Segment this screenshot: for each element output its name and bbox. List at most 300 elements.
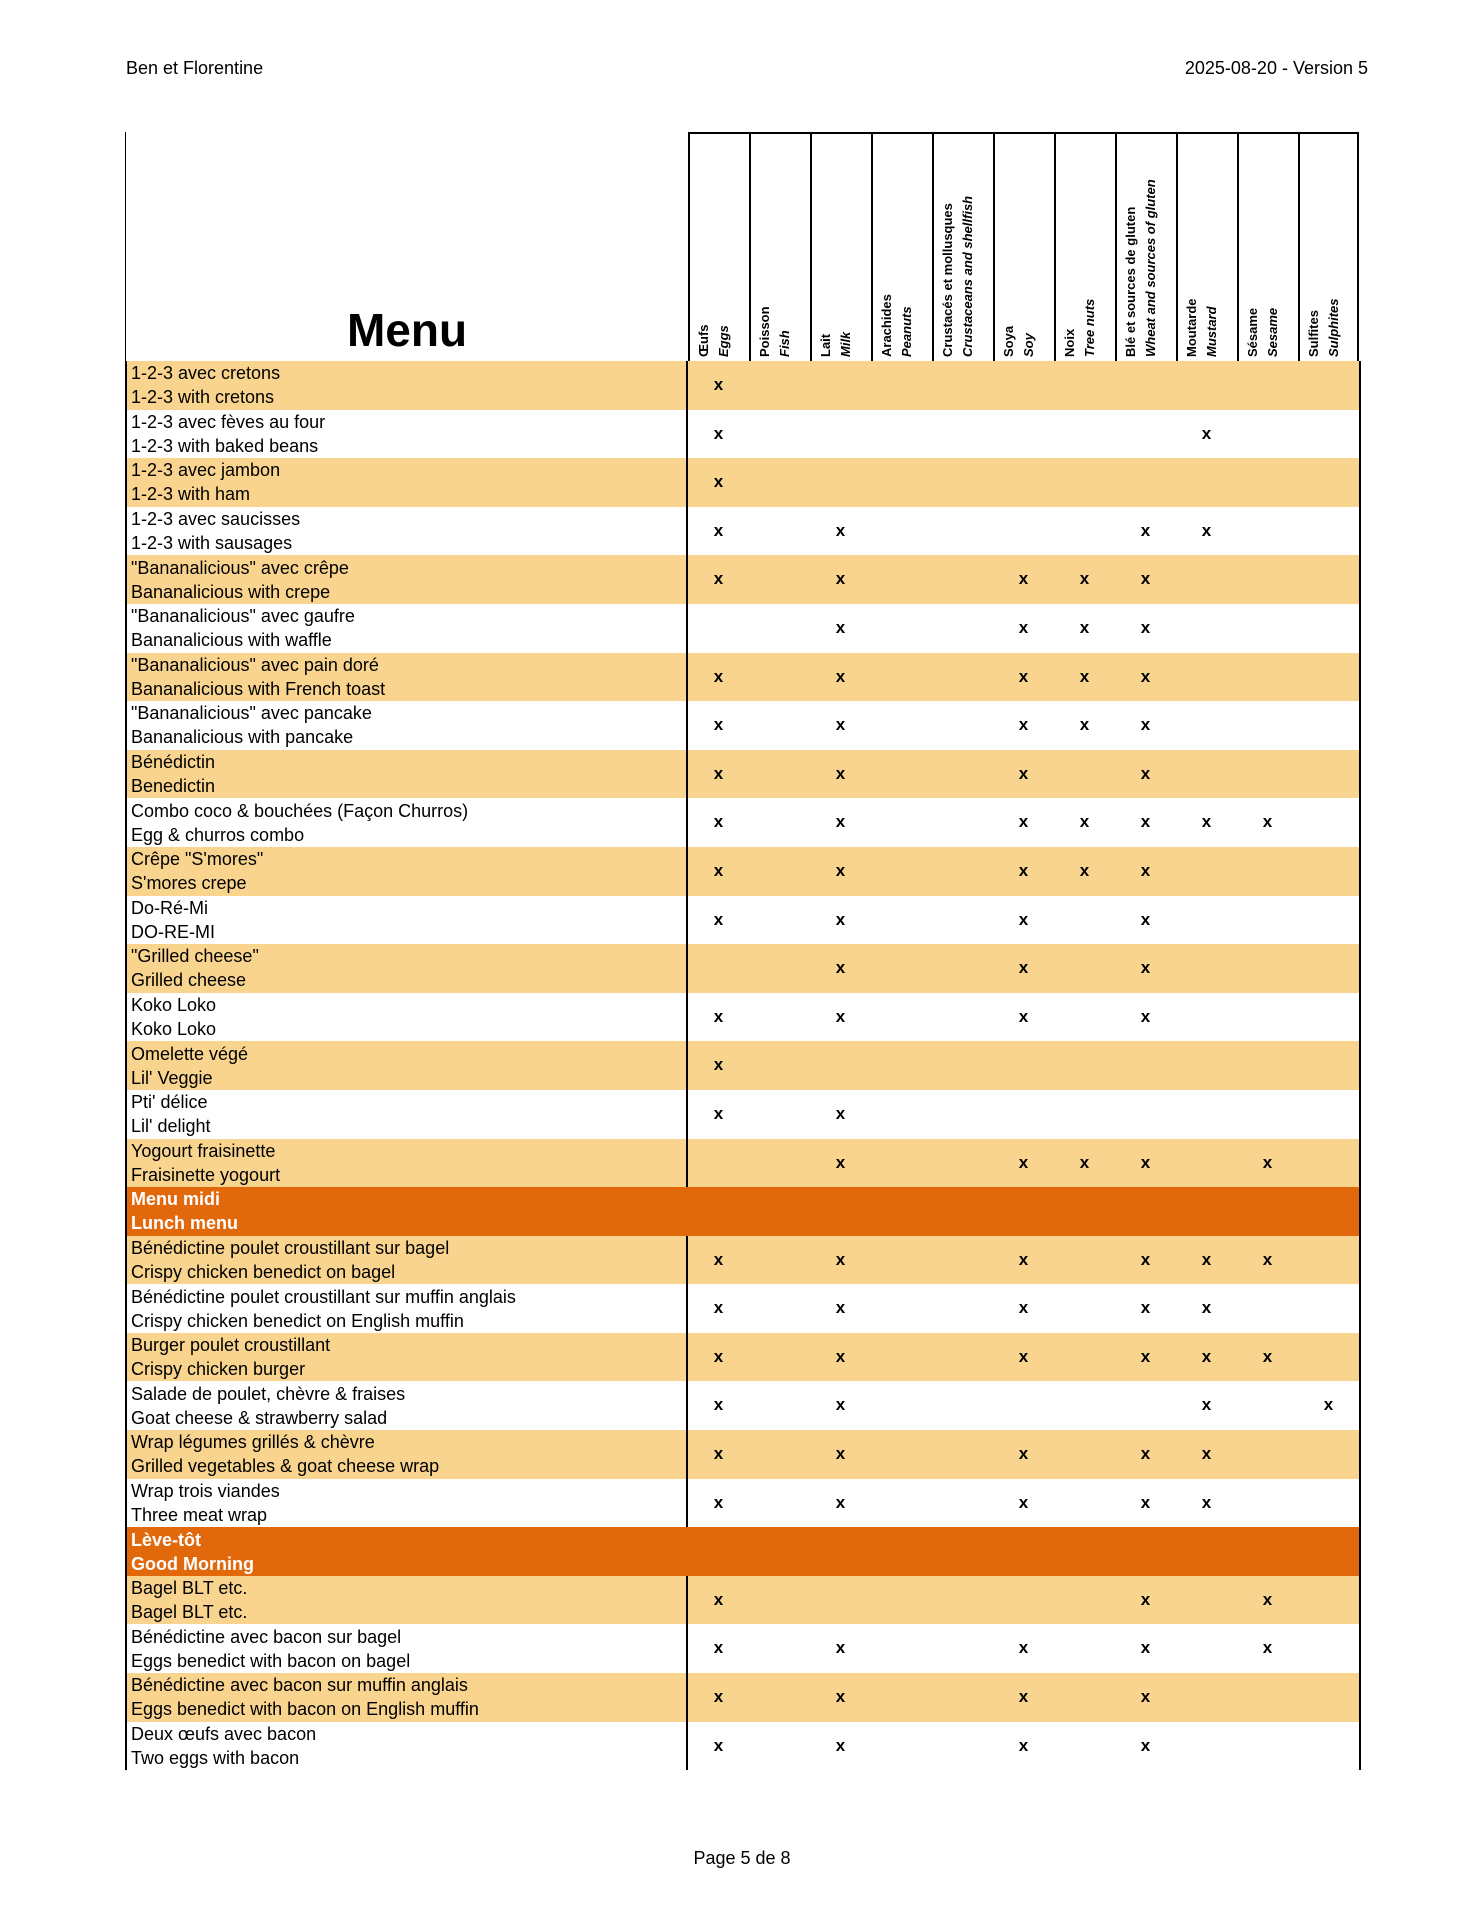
menu-item-name — [125, 1381, 688, 1430]
allergen-mark-cell — [1237, 1187, 1298, 1236]
allergen-mark-cell — [871, 1722, 932, 1771]
allergen-mark-cell — [1298, 604, 1359, 653]
allergen-mark-cell: x — [835, 1249, 846, 1269]
menu-item-name — [125, 1722, 688, 1771]
menu-item-name — [125, 750, 688, 799]
allergen-mark-cell — [1237, 750, 1298, 799]
allergen-mark-cell — [749, 507, 810, 556]
allergen-mark-cell: x — [1140, 958, 1151, 978]
menu-item-name — [125, 604, 688, 653]
allergen-mark-cell — [1237, 1041, 1298, 1090]
allergen-mark-cell — [932, 1333, 993, 1382]
allergen-mark-cell — [1054, 1624, 1115, 1673]
allergen-mark-cell: x — [713, 1249, 724, 1269]
allergen-mark-cell — [749, 1673, 810, 1722]
allergen-mark-cell — [1054, 1236, 1115, 1285]
allergen-mark-cell — [1298, 847, 1359, 896]
allergen-mark-cell — [871, 1333, 932, 1382]
item-name-en: Bananalicious with crepe — [131, 581, 331, 602]
item-name-en: 1-2-3 with sausages — [131, 533, 293, 554]
allergen-mark-cell: x — [1140, 1589, 1151, 1609]
allergen-mark-cell — [749, 1430, 810, 1479]
allergen-column-header — [810, 132, 871, 361]
allergen-mark-cell: x — [1018, 1638, 1029, 1658]
allergen-name-fr: Blé et sources de gluten — [1123, 206, 1138, 357]
allergen-mark-cell — [932, 1381, 993, 1430]
allergen-mark-cell — [871, 944, 932, 993]
allergen-mark-cell — [871, 1381, 932, 1430]
allergen-mark-cell: x — [713, 715, 724, 735]
allergen-mark-cell: x — [1323, 1395, 1334, 1415]
allergen-mark-cell — [871, 896, 932, 945]
item-name-en: Grilled vegetables & goat cheese wrap — [131, 1456, 440, 1477]
allergen-mark-cell — [932, 750, 993, 799]
allergen-mark-cell: x — [835, 909, 846, 929]
allergen-mark-cell — [871, 1576, 932, 1625]
item-name-fr: Do-Ré-Mi — [131, 897, 209, 918]
item-name-fr: "Bananalicious" avec pain doré — [131, 654, 379, 675]
allergen-mark-cell: x — [1079, 715, 1090, 735]
allergen-mark-cell: x — [1018, 1152, 1029, 1172]
item-name-en: Crispy chicken benedict on bagel — [131, 1261, 396, 1282]
allergen-mark-cell: x — [1140, 1687, 1151, 1707]
allergen-mark-cell — [1054, 896, 1115, 945]
allergen-mark-cell: x — [835, 569, 846, 589]
item-name-fr: Salade de poulet, chèvre & fraises — [131, 1383, 406, 1404]
menu-item-name — [125, 361, 688, 410]
allergen-mark-cell — [1237, 1430, 1298, 1479]
allergen-column-header — [871, 132, 932, 361]
item-name-en: Lil' Veggie — [131, 1067, 213, 1088]
allergen-name-en: Peanuts — [899, 306, 914, 357]
allergen-mark-cell — [749, 896, 810, 945]
allergen-mark-cell — [749, 701, 810, 750]
header-restaurant-name: Ben et Florentine — [126, 58, 264, 78]
table-row — [125, 798, 1361, 847]
allergen-mark-cell: x — [713, 909, 724, 929]
allergen-mark-cell — [810, 410, 871, 459]
table-row — [125, 1090, 1361, 1139]
table-row — [125, 1333, 1361, 1382]
allergen-mark-cell — [1298, 944, 1359, 993]
item-name-fr: Bénédictine poulet croustillant sur muffin anglais — [131, 1286, 516, 1307]
header-date-version: 2025-08-20 - Version 5 — [1184, 58, 1368, 78]
allergen-mark-cell: x — [1262, 812, 1273, 832]
allergen-mark-cell — [932, 1090, 993, 1139]
allergen-mark-cell — [1176, 555, 1237, 604]
allergen-mark-cell — [871, 1090, 932, 1139]
item-name-fr: Bagel BLT etc. — [131, 1578, 248, 1599]
item-name-fr: Deux œufs avec bacon — [131, 1723, 317, 1744]
allergen-mark-cell — [871, 1236, 932, 1285]
item-name-en: Egg & churros combo — [131, 824, 305, 845]
allergen-mark-cell — [688, 944, 749, 993]
allergen-mark-cell: x — [713, 763, 724, 783]
allergen-mark-cell — [1237, 944, 1298, 993]
allergen-mark-cell — [1237, 847, 1298, 896]
item-name-en: Lunch menu — [131, 1213, 238, 1234]
item-name-fr: Pti' délice — [131, 1092, 208, 1113]
item-name-en: Good Morning — [131, 1553, 254, 1574]
allergen-mark-cell: x — [1262, 1589, 1273, 1609]
item-name-fr: Omelette végé — [131, 1043, 249, 1064]
allergen-mark-cell — [749, 1333, 810, 1382]
allergen-mark-cell: x — [835, 1103, 846, 1123]
allergen-mark-cell — [1054, 410, 1115, 459]
allergen-mark-cell: x — [1079, 860, 1090, 880]
allergen-mark-cell: x — [835, 1687, 846, 1707]
allergen-mark-cell: x — [1201, 1249, 1212, 1269]
allergen-mark-cell: x — [835, 617, 846, 637]
allergen-mark-cell — [932, 847, 993, 896]
allergen-mark-cell — [1237, 1284, 1298, 1333]
page-number: Page 5 de 8 — [693, 1848, 791, 1868]
allergen-name-en: Milk — [838, 331, 853, 357]
allergen-mark-cell: x — [713, 1492, 724, 1512]
allergen-column-header — [749, 132, 810, 361]
allergen-mark-cell — [1298, 1090, 1359, 1139]
allergen-mark-cell — [1054, 1576, 1115, 1625]
allergen-mark-cell — [993, 1381, 1054, 1430]
item-name-en: Three meat wrap — [131, 1504, 268, 1525]
allergen-column-header — [688, 132, 749, 361]
allergen-mark-cell: x — [835, 958, 846, 978]
allergen-mark-cell — [749, 1090, 810, 1139]
allergen-mark-cell — [932, 1479, 993, 1528]
allergen-mark-cell — [871, 1624, 932, 1673]
menu-item-name — [125, 1624, 688, 1673]
allergen-mark-cell — [749, 1139, 810, 1188]
allergen-mark-cell: x — [1018, 1444, 1029, 1464]
allergen-mark-cell — [1237, 653, 1298, 702]
menu-item-name — [125, 1187, 688, 1236]
allergen-mark-cell — [1237, 1527, 1298, 1576]
allergen-mark-cell: x — [713, 812, 724, 832]
item-name-fr: Wrap légumes grillés & chèvre — [131, 1432, 375, 1453]
allergen-mark-cell: x — [713, 1638, 724, 1658]
item-name-en: Crispy chicken burger — [131, 1359, 306, 1380]
allergen-mark-cell: x — [1262, 1346, 1273, 1366]
allergen-name-en: Eggs — [716, 325, 731, 357]
allergen-mark-cell — [1115, 1381, 1176, 1430]
allergen-mark-cell: x — [1140, 1444, 1151, 1464]
menu-item-name — [125, 507, 688, 556]
allergen-name-en: Crustaceans and shellfish — [960, 195, 975, 357]
allergen-mark-cell: x — [1201, 1492, 1212, 1512]
allergen-mark-cell: x — [1201, 812, 1212, 832]
allergen-mark-cell — [932, 361, 993, 410]
allergen-mark-cell: x — [835, 1638, 846, 1658]
allergen-mark-cell — [871, 458, 932, 507]
allergen-mark-cell — [1176, 1624, 1237, 1673]
allergen-mark-cell — [932, 458, 993, 507]
allergen-mark-cell: x — [835, 1492, 846, 1512]
allergen-mark-cell — [871, 653, 932, 702]
allergen-mark-cell — [932, 944, 993, 993]
allergen-mark-cell — [1115, 1527, 1176, 1576]
item-name-en: Bagel BLT etc. — [131, 1602, 248, 1623]
allergen-mark-cell: x — [713, 1589, 724, 1609]
allergen-mark-cell — [1176, 653, 1237, 702]
allergen-name-fr: Noix — [1062, 328, 1077, 357]
allergen-mark-cell — [1298, 1479, 1359, 1528]
allergen-mark-cell: x — [1140, 1735, 1151, 1755]
allergen-mark-cell — [749, 1624, 810, 1673]
item-name-en: Eggs benedict with bacon on bagel — [131, 1650, 411, 1671]
menu-item-name — [125, 1430, 688, 1479]
allergen-mark-cell — [688, 1187, 749, 1236]
allergen-mark-cell — [749, 361, 810, 410]
allergen-mark-cell — [1054, 1284, 1115, 1333]
menu-item-name — [125, 944, 688, 993]
menu-item-name — [125, 1479, 688, 1528]
allergen-mark-cell: x — [713, 1444, 724, 1464]
allergen-mark-cell: x — [835, 812, 846, 832]
allergen-mark-cell — [1237, 1722, 1298, 1771]
allergen-mark-cell — [810, 1527, 871, 1576]
item-name-en: Lil' delight — [131, 1116, 211, 1137]
item-name-en: Crispy chicken benedict on English muffin — [131, 1310, 464, 1331]
item-name-fr: Bénédictine avec bacon sur muffin anglais — [131, 1675, 468, 1696]
allergen-mark-cell — [871, 1430, 932, 1479]
allergen-mark-cell: x — [1018, 1346, 1029, 1366]
allergen-mark-cell: x — [835, 1395, 846, 1415]
table-row — [125, 410, 1361, 459]
allergen-mark-cell: x — [1201, 1298, 1212, 1318]
allergen-mark-cell — [1054, 944, 1115, 993]
allergen-mark-cell — [1176, 604, 1237, 653]
allergen-mark-cell — [810, 361, 871, 410]
allergen-mark-cell: x — [1018, 909, 1029, 929]
allergen-mark-cell: x — [1018, 1298, 1029, 1318]
allergen-mark-cell — [1115, 1187, 1176, 1236]
item-name-fr: Bénédictine avec bacon sur bagel — [131, 1626, 402, 1647]
item-name-en: Goat cheese & strawberry salad — [131, 1407, 388, 1428]
table-row — [125, 701, 1361, 750]
allergen-mark-cell: x — [713, 520, 724, 540]
table-row — [125, 847, 1361, 896]
allergen-mark-cell — [1298, 798, 1359, 847]
allergen-mark-cell — [932, 1624, 993, 1673]
allergen-mark-cell — [1237, 410, 1298, 459]
allergen-mark-cell: x — [1079, 666, 1090, 686]
allergen-table — [125, 132, 1361, 1770]
table-row — [125, 1479, 1361, 1528]
allergen-mark-cell — [749, 944, 810, 993]
item-name-fr: Menu midi — [131, 1189, 220, 1210]
allergen-mark-cell: x — [1018, 715, 1029, 735]
allergen-mark-cell: x — [835, 1444, 846, 1464]
allergen-column-header — [1054, 132, 1115, 361]
allergen-mark-cell — [871, 1673, 932, 1722]
item-name-en: Bananalicious with pancake — [131, 727, 354, 748]
allergen-mark-cell — [1237, 458, 1298, 507]
allergen-mark-cell: x — [713, 1346, 724, 1366]
allergen-mark-cell — [1176, 1576, 1237, 1625]
item-name-en: Benedictin — [131, 776, 216, 797]
allergen-mark-cell: x — [1079, 617, 1090, 637]
allergen-column-header — [1115, 132, 1176, 361]
allergen-mark-cell — [1298, 1624, 1359, 1673]
allergen-mark-cell — [1298, 896, 1359, 945]
allergen-mark-cell: x — [1079, 569, 1090, 589]
allergen-mark-cell — [1298, 555, 1359, 604]
allergen-mark-cell — [749, 1479, 810, 1528]
item-name-en: DO-RE-MI — [131, 921, 215, 942]
allergen-mark-cell — [932, 798, 993, 847]
allergen-mark-cell: x — [713, 860, 724, 880]
allergen-mark-cell — [871, 1479, 932, 1528]
allergen-mark-cell — [993, 1527, 1054, 1576]
allergen-mark-cell: x — [713, 472, 724, 492]
allergen-mark-cell — [749, 1041, 810, 1090]
menu-item-name — [125, 1236, 688, 1285]
item-name-fr: "Grilled cheese" — [131, 946, 259, 967]
allergen-mark-cell — [871, 604, 932, 653]
allergen-mark-cell — [1298, 1527, 1359, 1576]
table-row — [125, 604, 1361, 653]
allergen-mark-cell — [749, 750, 810, 799]
menu-item-name — [125, 847, 688, 896]
allergen-mark-cell — [1298, 1041, 1359, 1090]
allergen-mark-cell — [1298, 1333, 1359, 1382]
allergen-mark-cell — [1054, 1187, 1115, 1236]
allergen-mark-cell: x — [713, 375, 724, 394]
table-row — [125, 944, 1361, 993]
allergen-mark-cell: x — [1201, 1346, 1212, 1366]
item-name-en: 1-2-3 with baked beans — [131, 435, 319, 456]
allergen-mark-cell — [1237, 361, 1298, 410]
allergen-mark-cell — [1054, 458, 1115, 507]
allergen-mark-cell — [932, 1236, 993, 1285]
allergen-mark-cell — [1054, 1430, 1115, 1479]
item-name-fr: 1-2-3 avec saucisses — [131, 509, 301, 530]
allergen-mark-cell — [688, 1139, 749, 1188]
allergen-mark-cell — [871, 847, 932, 896]
allergen-mark-cell — [1298, 1576, 1359, 1625]
allergen-mark-cell — [871, 555, 932, 604]
item-name-fr: Combo coco & bouchées (Façon Churros) — [131, 800, 469, 821]
table-header — [125, 132, 1361, 361]
menu-item-name — [125, 1041, 688, 1090]
allergen-mark-cell — [1176, 458, 1237, 507]
item-name-fr: 1-2-3 avec cretons — [131, 363, 281, 384]
allergen-mark-cell: x — [1140, 1152, 1151, 1172]
allergen-mark-cell: x — [835, 763, 846, 783]
allergen-mark-cell — [1237, 1479, 1298, 1528]
allergen-mark-cell: x — [1018, 860, 1029, 880]
allergen-mark-cell — [993, 458, 1054, 507]
allergen-mark-cell: x — [835, 1298, 846, 1318]
allergen-mark-cell — [1298, 1430, 1359, 1479]
allergen-mark-cell — [993, 361, 1054, 410]
item-name-fr: "Bananalicious" avec pancake — [131, 703, 372, 724]
table-row — [125, 555, 1361, 604]
allergen-mark-cell — [1176, 361, 1237, 410]
allergen-mark-cell — [1298, 458, 1359, 507]
allergen-name-en: Sesame — [1265, 307, 1280, 357]
allergen-mark-cell — [1237, 1673, 1298, 1722]
table-row — [125, 993, 1361, 1042]
allergen-mark-cell: x — [1018, 666, 1029, 686]
menu-item-name — [125, 701, 688, 750]
table-row — [125, 1236, 1361, 1285]
allergen-mark-cell: x — [1201, 1395, 1212, 1415]
allergen-mark-cell — [1054, 1722, 1115, 1771]
allergen-column-header — [932, 132, 993, 361]
table-row — [125, 458, 1361, 507]
allergen-mark-cell — [871, 1139, 932, 1188]
menu-item-name — [125, 1284, 688, 1333]
allergen-mark-cell — [1298, 507, 1359, 556]
table-row — [125, 507, 1361, 556]
allergen-mark-cell: x — [713, 423, 724, 443]
allergen-mark-cell — [932, 1041, 993, 1090]
allergen-mark-cell — [932, 653, 993, 702]
allergen-mark-cell: x — [713, 1103, 724, 1123]
allergen-mark-cell — [932, 701, 993, 750]
item-name-en: Eggs benedict with bacon on English muffin — [131, 1699, 479, 1720]
allergen-mark-cell — [1237, 604, 1298, 653]
allergen-mark-cell: x — [1140, 569, 1151, 589]
allergen-mark-cell — [993, 1576, 1054, 1625]
allergen-mark-cell — [1054, 1479, 1115, 1528]
allergen-mark-cell — [932, 507, 993, 556]
allergen-mark-cell: x — [1140, 1346, 1151, 1366]
allergen-mark-cell — [1176, 896, 1237, 945]
allergen-mark-cell: x — [1262, 1638, 1273, 1658]
allergen-mark-cell: x — [1140, 860, 1151, 880]
allergen-mark-cell: x — [1262, 1152, 1273, 1172]
allergen-mark-cell: x — [835, 860, 846, 880]
allergen-mark-cell: x — [835, 715, 846, 735]
allergen-mark-cell — [1298, 1187, 1359, 1236]
allergen-mark-cell — [749, 653, 810, 702]
menu-item-name — [125, 1090, 688, 1139]
allergen-mark-cell — [1054, 1090, 1115, 1139]
table-row — [125, 1673, 1361, 1722]
table-row — [125, 1624, 1361, 1673]
allergen-mark-cell: x — [1018, 617, 1029, 637]
item-name-en: Fraisinette yogourt — [131, 1164, 281, 1185]
allergen-mark-cell — [810, 458, 871, 507]
allergen-mark-cell — [932, 1576, 993, 1625]
allergen-mark-cell: x — [1018, 1735, 1029, 1755]
allergen-mark-cell: x — [1079, 812, 1090, 832]
item-name-fr: "Bananalicious" avec gaufre — [131, 606, 355, 627]
allergen-mark-cell: x — [1079, 1152, 1090, 1172]
allergen-mark-cell — [871, 1527, 932, 1576]
allergen-mark-cell — [1298, 993, 1359, 1042]
menu-item-name — [125, 993, 688, 1042]
item-name-fr: Koko Loko — [131, 995, 217, 1016]
menu-title: Menu — [125, 132, 688, 361]
allergen-mark-cell — [932, 1284, 993, 1333]
allergen-mark-cell — [1298, 1236, 1359, 1285]
allergen-mark-cell — [1115, 1041, 1176, 1090]
menu-item-name — [125, 896, 688, 945]
allergen-mark-cell — [1176, 944, 1237, 993]
allergen-mark-cell — [993, 1090, 1054, 1139]
allergen-mark-cell — [993, 507, 1054, 556]
table-row — [125, 1381, 1361, 1430]
allergen-mark-cell: x — [1140, 520, 1151, 540]
allergen-mark-cell: x — [1140, 763, 1151, 783]
allergen-mark-cell — [932, 1187, 993, 1236]
menu-item-name — [125, 1139, 688, 1188]
allergen-mark-cell: x — [713, 1395, 724, 1415]
allergen-mark-cell: x — [835, 666, 846, 686]
